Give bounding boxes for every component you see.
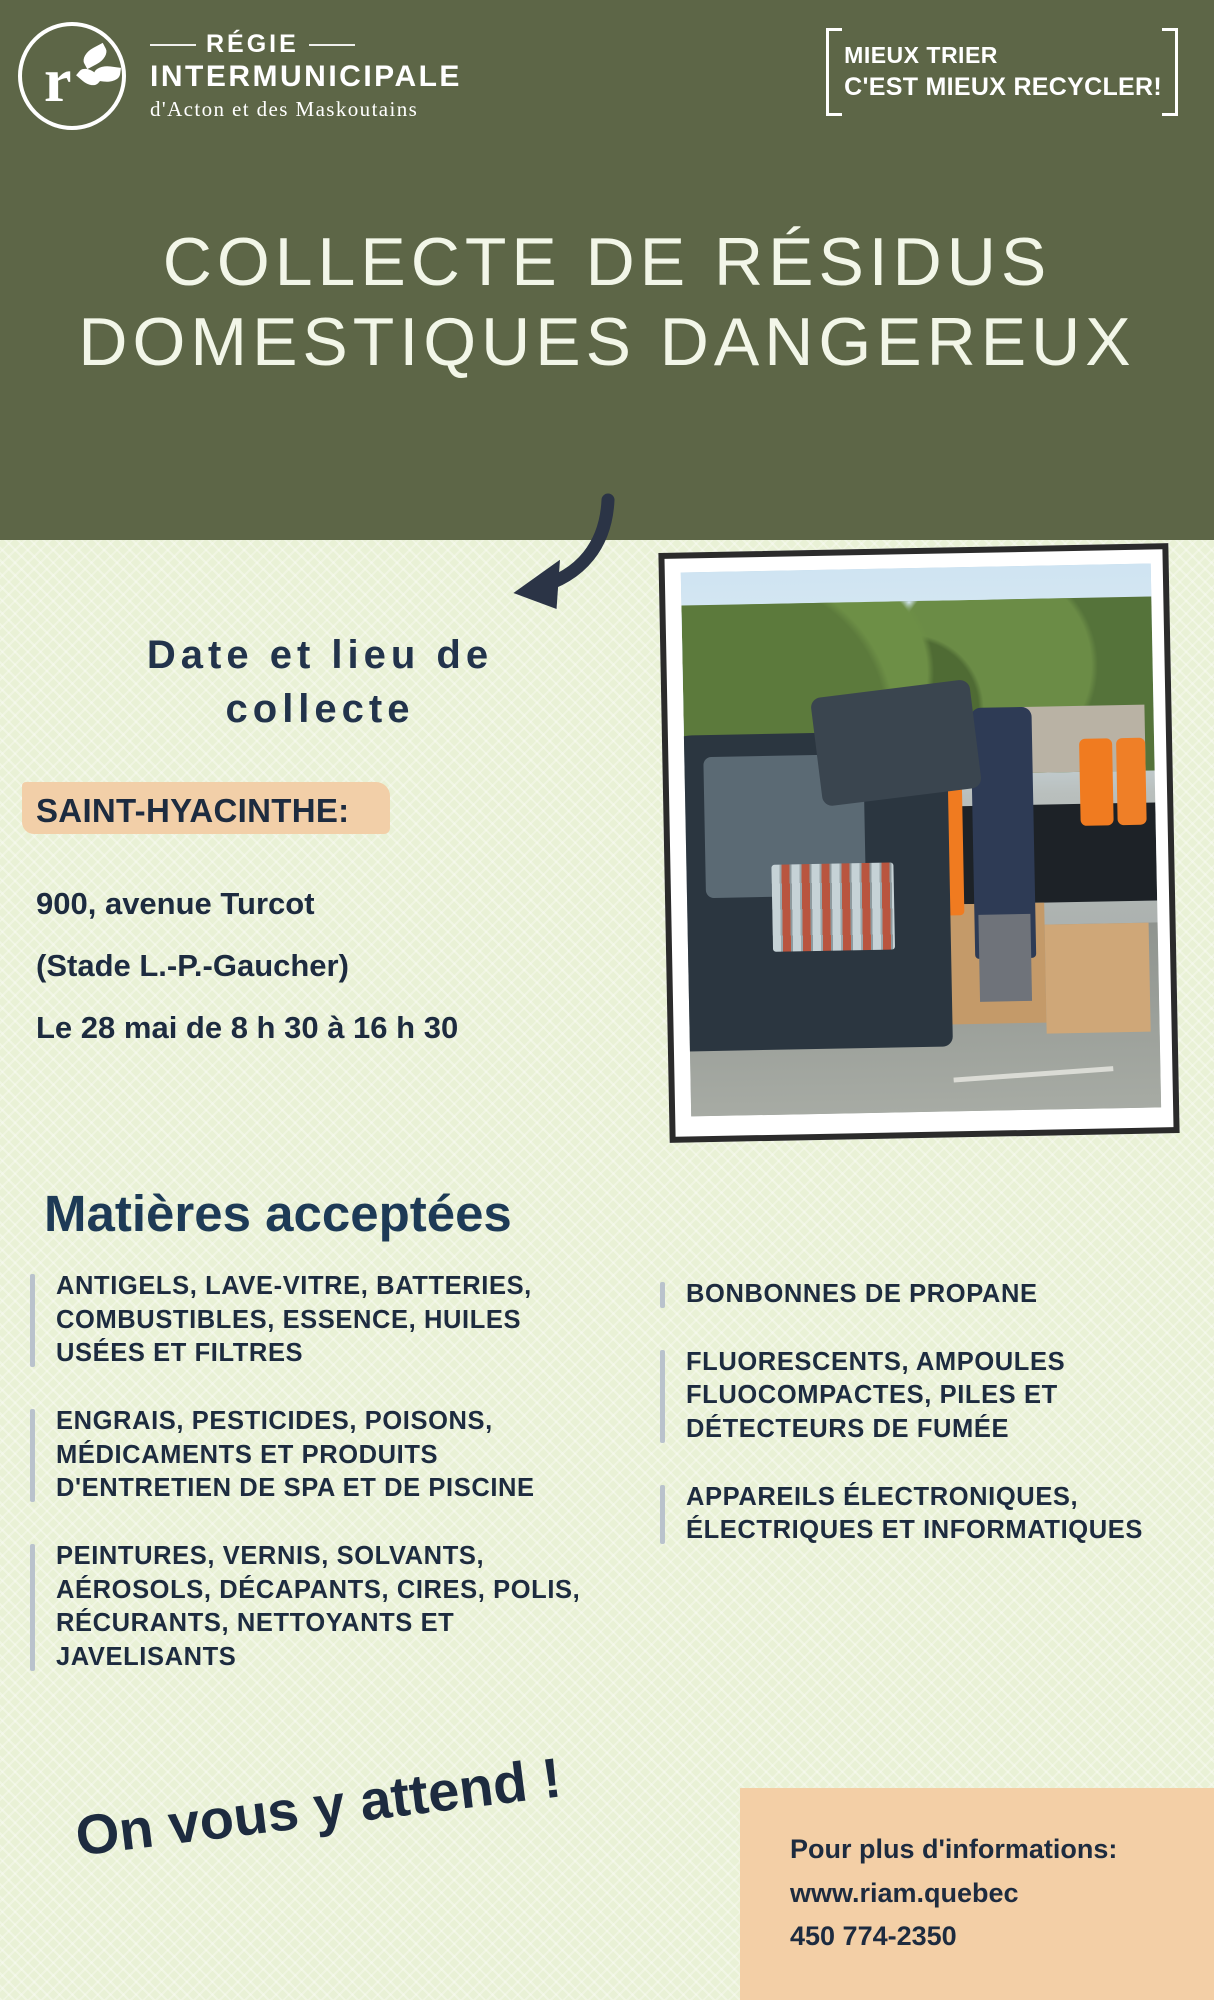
address-line-1: 900, avenue Turcot xyxy=(36,886,315,921)
logo xyxy=(18,22,462,130)
material-text: APPAREILS ÉLECTRONIQUES, ÉLECTRIQUES ET INFORMATIQUES xyxy=(686,1482,1143,1545)
slogan-box xyxy=(826,28,1178,116)
photo-box-2 xyxy=(1045,923,1150,1034)
materials-title: Matières acceptées xyxy=(44,1185,512,1242)
city-name: SAINT-HYACINTHE: xyxy=(36,792,350,829)
list-item xyxy=(660,1346,1180,1447)
bracket-left xyxy=(826,28,842,116)
logo-rule-right xyxy=(309,44,355,46)
header-band xyxy=(0,0,1214,540)
page-title-line-2: DOMESTIQUES DANGEREUX xyxy=(78,304,1136,381)
collection-schedule: Le 28 mai de 8 h 30 à 16 h 30 xyxy=(36,1010,459,1045)
material-text: FLUORESCENTS, AMPOULES FLUOCOMPACTES, PILES ET DÉTECTEURS DE FUMÉE xyxy=(686,1347,1066,1443)
list-item xyxy=(30,1540,590,1675)
logo-text xyxy=(150,31,462,120)
collection-site-photo xyxy=(658,543,1179,1143)
leaf-logo-icon xyxy=(18,22,126,130)
material-text: BONBONNES DE PROPANE xyxy=(686,1280,1038,1308)
info-phone[interactable]: 450 774-2350 xyxy=(790,1921,957,1952)
photo-worker-3 xyxy=(1079,738,1114,826)
info-website[interactable]: www.riam.quebec xyxy=(790,1877,1019,1908)
photo-worker-2-legs xyxy=(979,914,1032,1002)
bracket-right xyxy=(1162,28,1178,116)
info-label: Pour plus d'informations: xyxy=(790,1834,1118,1864)
list-item xyxy=(30,1405,590,1506)
photo-content xyxy=(681,564,1161,1117)
curved-arrow-icon xyxy=(478,492,618,622)
logo-letter: r xyxy=(44,47,72,115)
page-title xyxy=(0,222,1214,382)
logo-line-2: INTERMUNICIPALE xyxy=(150,60,462,94)
date-section-heading: Date et lieu de collecte xyxy=(146,633,494,731)
material-text: ANTIGELS, LAVE-VITRE, BATTERIES, COMBUSTIBLES, ESSENCE, HUILES USÉES ET FILTRES xyxy=(56,1272,532,1368)
list-item xyxy=(660,1278,1180,1312)
list-item xyxy=(660,1481,1180,1548)
slogan-line-2: C'EST MIEUX RECYCLER! xyxy=(844,73,1162,101)
material-text: PEINTURES, VERNIS, SOLVANTS, AÉROSOLS, DÉCAPANTS, CIRES, POLIS, RÉCURANTS, NETTOYANTS ET JAVELISANTS xyxy=(56,1541,581,1671)
materials-column-left xyxy=(30,1270,590,1709)
photo-paint-cans xyxy=(771,862,895,951)
logo-rule-left xyxy=(150,44,196,46)
materials-column-right xyxy=(660,1278,1180,1582)
closing-message: On vous y attend ! xyxy=(71,1745,565,1868)
info-box xyxy=(740,1788,1214,2000)
material-text: ENGRAIS, PESTICIDES, POISONS, MÉDICAMENTS ET PRODUITS D'ENTRETIEN DE SPA ET DE PISCINE xyxy=(56,1406,535,1503)
address-line-2: (Stade L.-P.-Gaucher) xyxy=(36,948,349,983)
slogan-line-1: MIEUX TRIER xyxy=(844,42,998,68)
page-title-line-1: COLLECTE DE RÉSIDUS xyxy=(162,224,1052,300)
list-item xyxy=(30,1270,590,1371)
logo-line-1: RÉGIE xyxy=(206,30,299,59)
photo-car-trunk xyxy=(810,679,982,807)
logo-line-3: d'Acton et des Maskoutains xyxy=(150,96,419,121)
photo-worker-4 xyxy=(1116,738,1146,826)
